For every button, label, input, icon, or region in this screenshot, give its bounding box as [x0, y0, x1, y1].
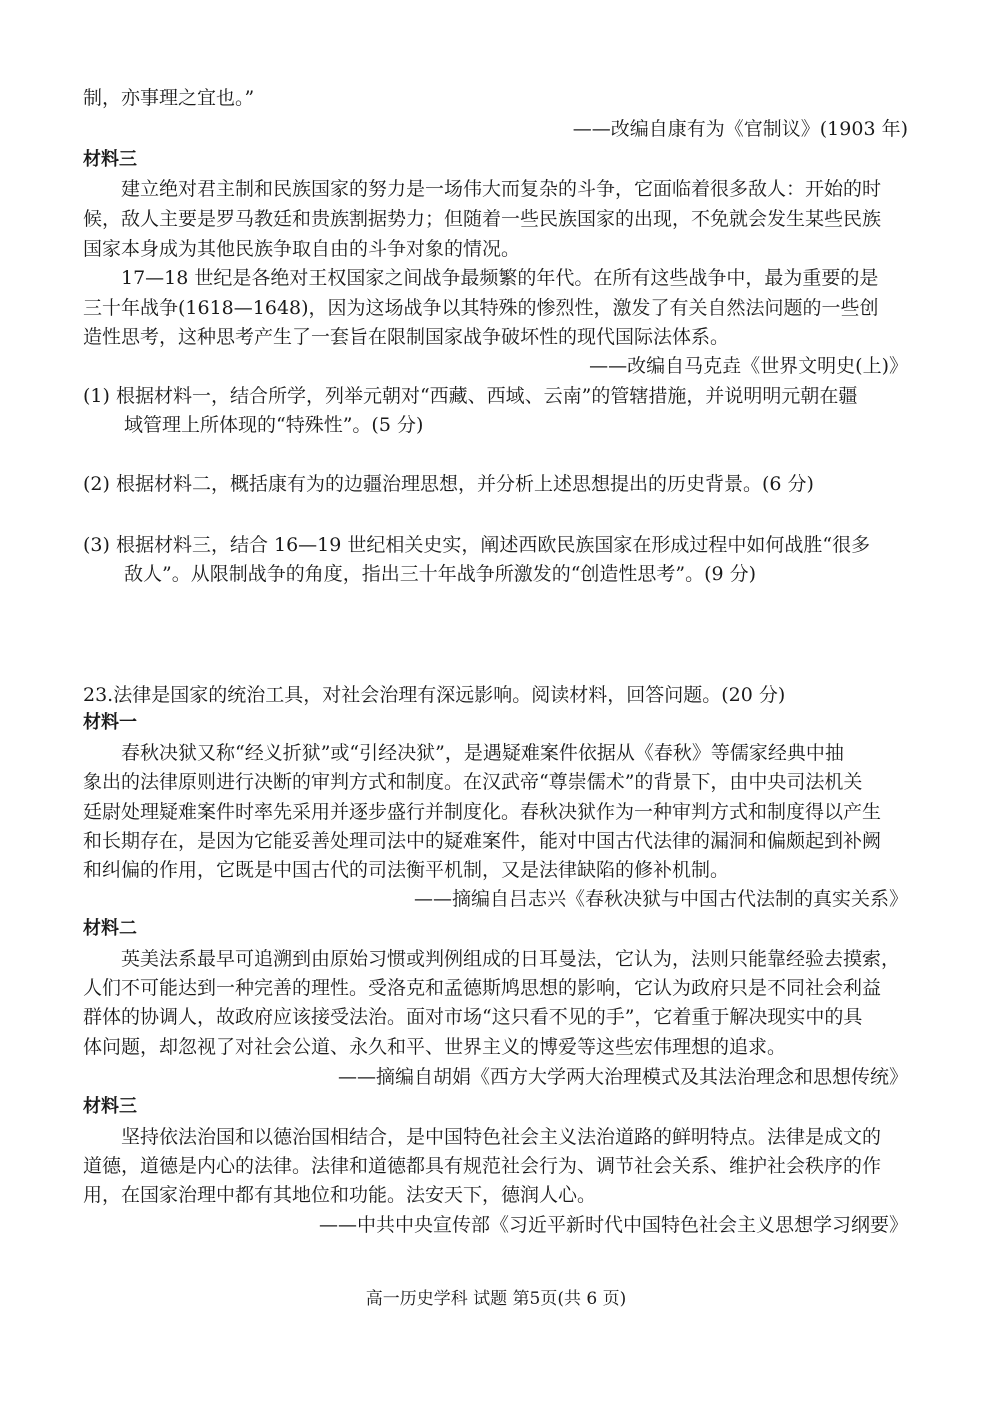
q23-material-2-line: 人们不可能达到一种完善的理性。受洛克和孟德斯鸠思想的影响，它认为政府只是不同社会利益	[83, 977, 882, 999]
material-3-line: 造性思考，这种思考产生了一套旨在限制国家战争破坏性的现代国际法体系。	[83, 326, 730, 348]
question-23-stem: 23.法律是国家的统治工具，对社会治理有深远影响。阅读材料，回答问题。(20 分)	[83, 684, 786, 706]
q23-material-1-line: 春秋决狱又称“经义折狱”或“引经决狱”，是遇疑难案件依据从《春秋》等儒家经典中抽	[121, 742, 844, 764]
q23-material-2-title: 材料二	[83, 918, 137, 939]
question-2: (2) 根据材料二，概括康有为的边疆治理思想，并分析上述思想提出的历史背景。(6 分)	[83, 473, 814, 495]
q23-material-1-line: 和纠偏的作用，它既是中国古代的司法衡平机制，又是法律缺陷的修补机制。	[83, 859, 730, 881]
prev-material-line: 制，亦事理之宜也。”	[83, 87, 255, 109]
q23-material-3-line: 用，在国家治理中都有其地位和功能。法安天下，德润人心。	[83, 1184, 597, 1206]
q23-material-3-line: 道德，道德是内心的法律。法律和道德都具有规范社会行为、调节社会关系、维护社会秩序的作	[83, 1155, 882, 1177]
q23-material-3-title: 材料三	[83, 1096, 137, 1117]
q23-material-2-line: 群体的协调人，故政府应该接受法治。面对市场“这只看不见的手”，它着重于解决现实中的具	[83, 1006, 863, 1028]
q23-material-2-line: 英美法系最早可追溯到由原始习惯或判例组成的日耳曼法，它认为，法则只能靠经验去摸索，	[121, 948, 901, 970]
q23-material-1-line: 廷尉处理疑难案件时率先采用并逐步盛行并制度化。春秋决狱作为一种审判方式和制度得以产生	[83, 801, 882, 823]
q23-material-3-line: 坚持依法治国和以德治国相结合，是中国特色社会主义法治道路的鲜明特点。法律是成文的	[121, 1126, 882, 1148]
material-3-source: ——改编自马克垚《世界文明史(上)》	[589, 355, 908, 377]
q23-material-1-source: ——摘编自吕志兴《春秋决狱与中国古代法制的真实关系》	[413, 888, 908, 910]
question-1-cont: 域管理上所体现的“特殊性”。(5 分)	[124, 414, 424, 436]
material-3-line: 候，敌人主要是罗马教廷和贵族割据势力；但随着一些民族国家的出现，不免就会发生某些民族	[83, 208, 882, 230]
material-3-line: 建立绝对君主制和民族国家的努力是一场伟大而复杂的斗争，它面临着很多敌人：开始的时	[121, 178, 882, 200]
page-footer: 高一历史学科 试题 第5页(共 6 页)	[365, 1289, 627, 1309]
question-3: (3) 根据材料三，结合 16—19 世纪相关史实，阐述西欧民族国家在形成过程中如何战胜“很多	[83, 534, 871, 556]
material-3-line: 17—18 世纪是各绝对王权国家之间战争最频繁的年代。在所有这些战争中，最为重要的是	[121, 267, 879, 289]
question-3-cont: 敌人”。从限制战争的角度，指出三十年战争所激发的“创造性思考”。(9 分)	[124, 563, 757, 585]
material-3-line: 国家本身成为其他民族争取自由的斗争对象的情况。	[83, 238, 521, 260]
q23-material-2-line: 体问题，却忽视了对社会公道、永久和平、世界主义的博爱等这些宏伟理想的追求。	[83, 1036, 787, 1058]
prev-material-source: ——改编自康有为《官制议》(1903 年)	[572, 118, 908, 140]
q23-material-1-line: 和长期存在，是因为它能妥善处理司法中的疑难案件，能对中国古代法律的漏洞和偏颇起到补阙	[83, 830, 882, 852]
q23-material-2-source: ——摘编自胡娟《西方大学两大治理模式及其法治理念和思想传统》	[337, 1066, 908, 1088]
material-3-line: 三十年战争(1618—1648)，因为这场战争以其特殊的惨烈性，激发了有关自然法问题的一些创	[83, 297, 879, 319]
q23-material-3-source: ——中共中央宣传部《习近平新时代中国特色社会主义思想学习纲要》	[318, 1214, 908, 1236]
material-3-title: 材料三	[83, 149, 137, 170]
q23-material-1-title: 材料一	[83, 712, 137, 733]
question-1: (1) 根据材料一，结合所学，列举元朝对“西藏、西域、云南”的管辖措施，并说明明元朝在疆	[83, 385, 858, 407]
q23-material-1-line: 象出的法律原则进行决断的审判方式和制度。在汉武帝“尊崇儒术”的背景下，由中央司法机关	[83, 771, 863, 793]
